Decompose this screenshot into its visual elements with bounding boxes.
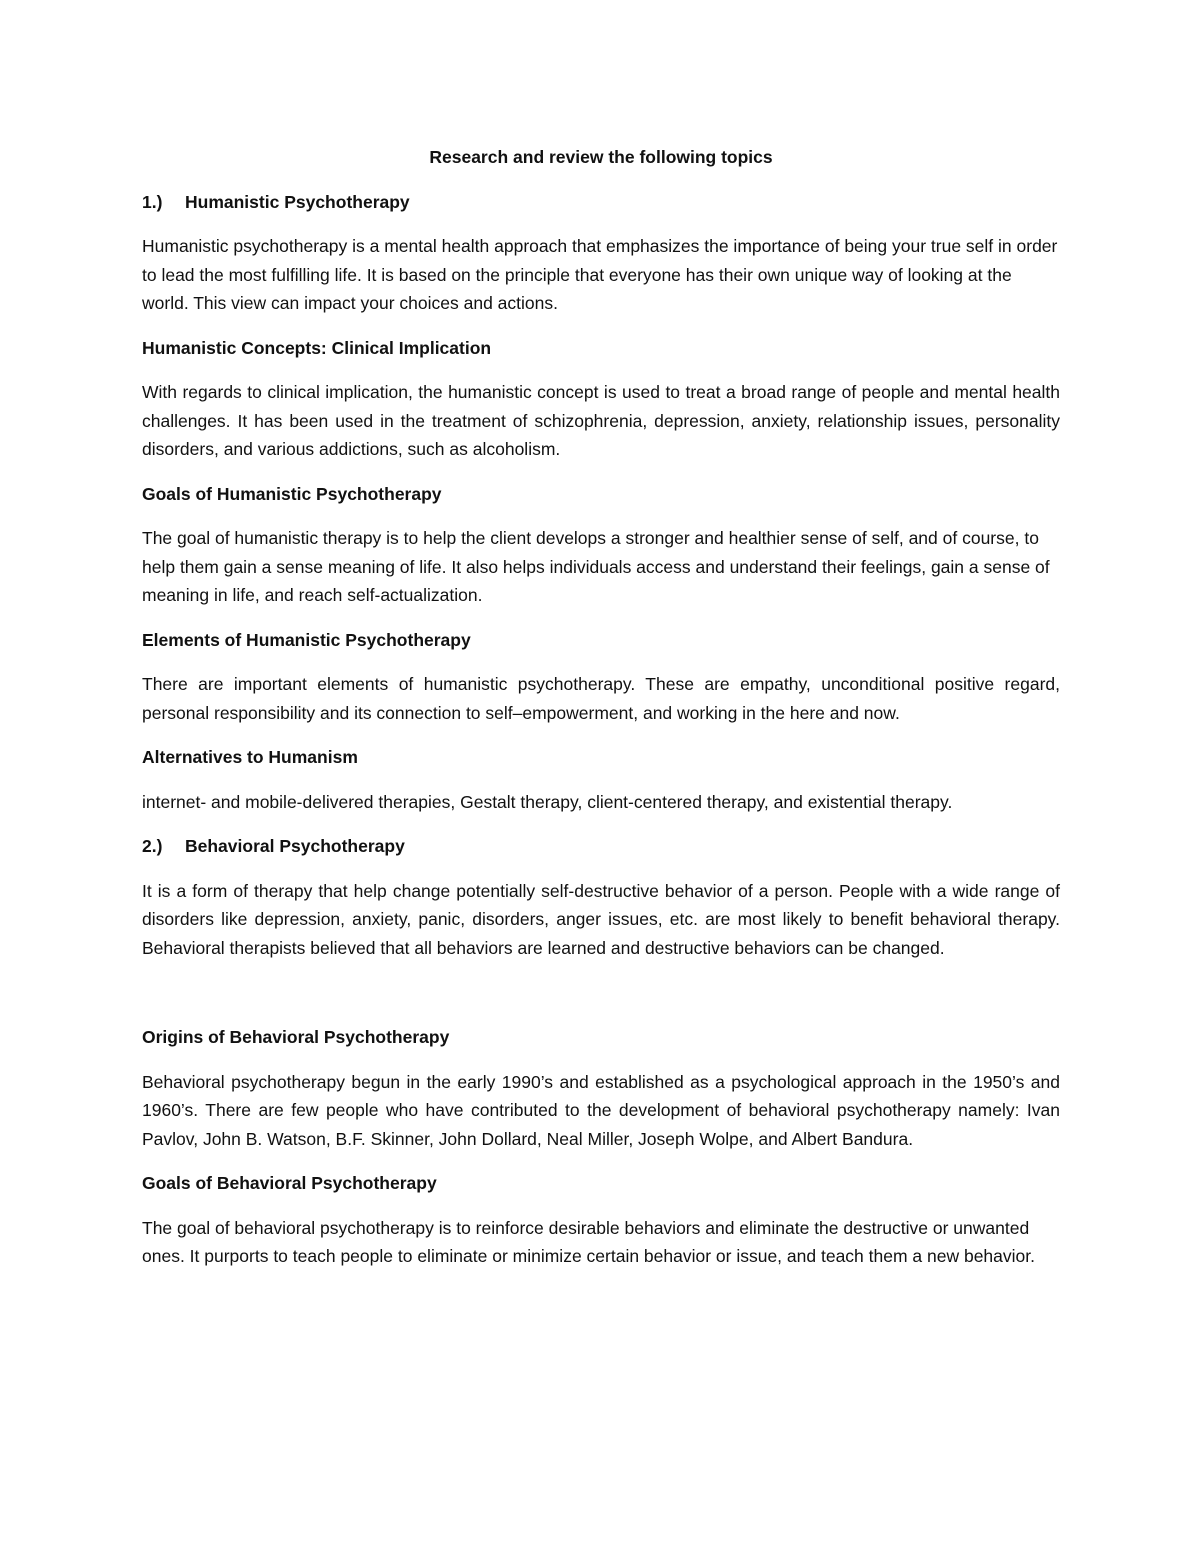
subsection-paragraph: internet- and mobile-delivered therapies, Gestalt therapy, client-centered therapy, and existential therapy.	[142, 791, 953, 812]
subsection-heading: Alternatives to Humanism	[142, 747, 358, 767]
subsection-heading: Goals of Behavioral Psychotherapy	[142, 1173, 437, 1193]
subsection-paragraph: Behavioral psychotherapy begun in the early 1990’s and established as a psychological approach in the 1950’s and 1960’s. There are few people who have contributed to the development of behavioral psychotherapy namely: Ivan Pavlov, John B. Watson, B.F. Skinner, John Dollard, Neal Miller, Joseph Wolpe, and Albert Bandura.	[142, 1071, 1060, 1149]
section-heading-behavioral	[142, 832, 1060, 861]
subsection-paragraph: There are important elements of humanistic psychotherapy. These are empathy, unconditional positive regard, personal responsibility and its connection to self–empowerment, and working in the here and now.	[142, 674, 1060, 723]
subsection-heading: Origins of Behavioral Psychotherapy	[142, 1027, 450, 1047]
section-title: Behavioral Psychotherapy	[185, 836, 405, 856]
section-number: 2.)	[142, 836, 163, 856]
subsection-heading: Elements of Humanistic Psychotherapy	[142, 629, 471, 650]
section-heading-humanistic	[142, 188, 1060, 217]
subsection-paragraph: With regards to clinical implication, the humanistic concept is used to treat a broad range of people and mental health challenges. It has been used in the treatment of schizophrenia, depression, anxiety, relationship issues, personality disorders, and various addictions, such as alcoholism.	[142, 382, 1060, 459]
section-intro-paragraph: Humanistic psychotherapy is a mental health approach that emphasizes the importance of being your true self in order to lead the most fulfilling life. It is based on the principle that everyone has their own unique way of looking at the world. This view can impact your choices and actions.	[142, 236, 1058, 313]
document-content	[142, 143, 1060, 1287]
page-title: Research and review the following topics	[429, 147, 773, 167]
subsection-heading: Goals of Humanistic Psychotherapy	[142, 483, 442, 504]
subsection-paragraph: The goal of humanistic therapy is to help the client develops a stronger and healthier sense of self, and of course, to help them gain a sense meaning of life. It also helps individuals access and understand their feelings, gain a sense of meaning in life, and reach self-actualization.	[142, 528, 1050, 605]
section-intro-paragraph: It is a form of therapy that help change potentially self-destructive behavior of a person. People with a wide range of disorders like depression, anxiety, panic, disorders, anger issues, etc. are most likely to benefit behavioral therapy. Behavioral therapists believed that all behaviors are learned and destructive behaviors can be changed.	[142, 880, 1060, 958]
subsection-paragraph: The goal of behavioral psychotherapy is to reinforce desirable behaviors and eliminate the destructive or unwanted ones. It purports to teach people to eliminate or minimize certain behavior or issue, and teach them a new behavior.	[142, 1217, 1035, 1266]
subsection-heading: Humanistic Concepts: Clinical Implication	[142, 337, 492, 358]
section-number: 1.)	[142, 191, 163, 212]
blank-spacer	[142, 978, 1060, 1023]
section-title: Humanistic Psychotherapy	[185, 191, 410, 212]
